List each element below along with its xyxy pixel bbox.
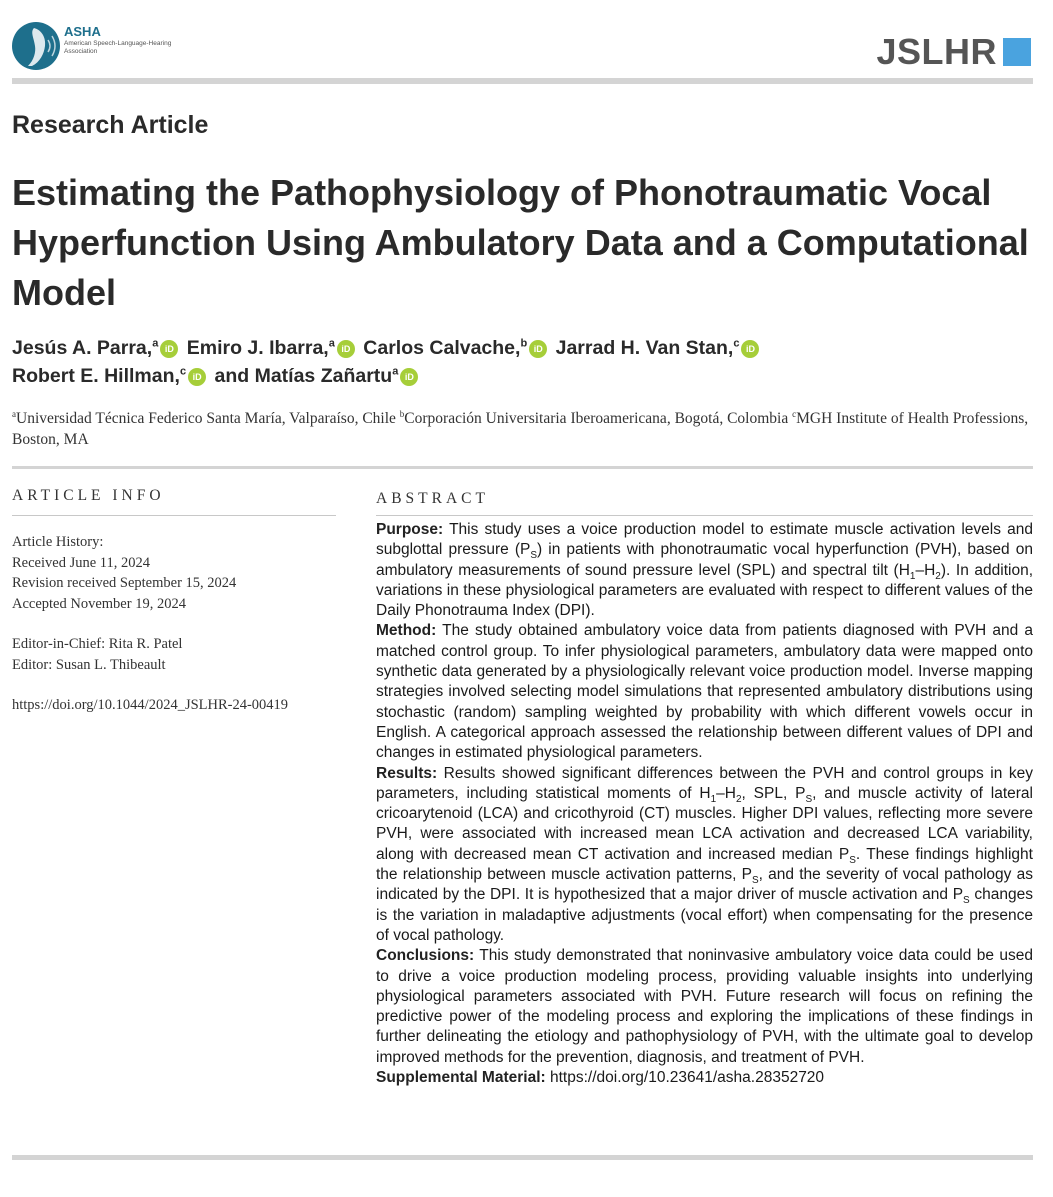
publisher-name: ASHA: [64, 24, 101, 39]
purpose-text: –H: [915, 561, 936, 579]
author-list: [12, 331, 1042, 388]
journal-square-icon: [1003, 38, 1031, 66]
abstract-method: [376, 621, 1033, 763]
purpose-text: ) in patients with phonotraumatic vocal hyperfunction (PVH), based on ambulatory measurements of sound pressure level (SPL) and spectral tilt (H: [376, 541, 1033, 579]
editors: [12, 634, 336, 675]
results-text: , and the severity of vocal pathology as indicated by the DPI. It is hypothesized that a major driver of muscle activation and P: [376, 866, 1033, 904]
author-name: Emiro J. Ibarra,: [186, 336, 329, 359]
affiliation-sup: b: [399, 409, 405, 419]
affiliation-text: Corporación Universitaria Iberoamericana, Bogotá, Colombia: [404, 410, 789, 428]
affiliation-marker: a: [152, 337, 159, 349]
article-info: [12, 486, 336, 716]
article-info-heading: ARTICLE INFO: [12, 487, 165, 504]
received-date: Received June 11, 2024: [12, 554, 150, 571]
history-label: Article History:: [12, 534, 104, 550]
affiliation-sup: a: [12, 409, 16, 419]
author[interactable]: [215, 365, 422, 387]
purpose-text: This study uses a voice production model to estimate muscle activation levels and subglottal pressure (P: [376, 521, 1033, 559]
abstract-heading: ABSTRACT: [376, 490, 489, 507]
article-title: Estimating the Pathophysiology of Phonotraumatic Vocal Hyperfunction Using Ambulatory Data and a Computational Model: [12, 172, 1029, 313]
journal-logo[interactable]: [876, 31, 1031, 72]
article-info-divider: [12, 515, 336, 516]
affiliation-marker: b: [520, 337, 528, 349]
doi-link[interactable]: https://doi.org/10.1044/2024_JSLHR-24-00419: [12, 697, 289, 713]
method-text: The study obtained ambulatory voice data from patients diagnosed with PVH and a matched control group. To infer physiological parameters, ambulatory data were mapped onto synthetic data generated by a physiologically relevant voice production model. Inverse mapping strategies involved selecting model simulations that represented ambulatory distributions using stochastic (random) sampling weighted by probability with which different vowels occur in English. A categorical approach assessed the relationship between different values of DPI and changes in estimated physiological parameters.: [376, 622, 1033, 762]
results-text: . These findings highlight the relationship between muscle activation patterns, P: [376, 845, 1033, 884]
abstract-supplemental: [376, 1068, 1033, 1088]
affiliation-marker: a: [328, 337, 335, 349]
publisher-subtitle: American Speech-Language-Hearing Association: [64, 40, 172, 55]
affiliation-text: MGH Institute of Health Professions, Boston, MA: [12, 410, 1029, 449]
subscript: S: [751, 875, 759, 887]
author-name: Jarrad H. Van Stan,: [555, 336, 734, 359]
results-text: changes is the variation in maladaptive adjustments (vocal effort) when compensating for the presence of vocal pathology.: [376, 886, 1033, 944]
orcid-icon[interactable]: iD: [529, 340, 547, 358]
conclusions-text: This study demonstrated that noninvasive ambulatory voice data could be used to drive a voice production modeling process, providing valuable insights into underlying physiological parameters associated with PVH. Future research will focus on refining the predictive power of the modeling process and exploring the implications of these findings in further delineating the etiology and pathophysiology of PVH, with the ultimate goal to develop improved methods for the prevention, diagnosis, and treatment of PVH.: [376, 947, 1033, 1066]
purpose-label: Purpose:: [376, 521, 444, 538]
supplemental-link[interactable]: https://doi.org/10.23641/asha.28352720: [545, 1069, 825, 1087]
author[interactable]: [12, 337, 181, 359]
method-label: Method:: [376, 622, 437, 640]
affiliation-sup: c: [792, 409, 797, 419]
orcid-icon[interactable]: iD: [160, 340, 178, 358]
affiliation-marker: a: [392, 365, 399, 378]
affiliation-marker: c: [179, 365, 187, 378]
subscript: 2: [735, 793, 742, 805]
author-name: and Matías Zañartu: [214, 365, 393, 387]
publisher-logo[interactable]: [64, 25, 174, 56]
revised-date: Revision received September 15, 2024: [12, 575, 237, 591]
results-text: , and muscle activity of lateral cricoarytenoid (LCA) and cricothyroid (CT) muscles. Higher DPI values, reflecting more severe PVH, were associated with increased mean LCA activation and decreased LCA variability, along with decreased mean CT activation and increased median P: [376, 784, 1033, 863]
section-divider: [12, 466, 1033, 469]
orcid-icon[interactable]: iD: [741, 340, 759, 358]
author[interactable]: [556, 337, 763, 359]
journal-name: JSLHR: [876, 31, 997, 72]
abstract-divider: [376, 515, 1033, 516]
subscript: S: [849, 854, 856, 866]
subscript: 1: [909, 570, 916, 582]
supplemental-label: Supplemental Material:: [376, 1069, 546, 1087]
affiliation-text: Universidad Técnica Federico Santa María, Valparaíso, Chile: [16, 410, 396, 428]
author[interactable]: [363, 337, 550, 359]
results-text: –H: [716, 784, 736, 802]
author[interactable]: [187, 337, 358, 359]
abstract-conclusions: [376, 946, 1033, 1068]
subscript: S: [963, 895, 970, 907]
author-name: Carlos Calvache,: [363, 336, 521, 359]
orcid-icon[interactable]: iD: [337, 340, 355, 358]
abstract-results: [376, 764, 1033, 947]
editor: Editor: Susan L. Thibeault: [12, 656, 166, 673]
results-label: Results:: [376, 764, 438, 782]
author-name: Robert E. Hillman,: [12, 365, 180, 387]
abstract-body: [376, 520, 1033, 1088]
conclusions-label: Conclusions:: [376, 947, 475, 965]
editor-in-chief: Editor-in-Chief: Rita R. Patel: [12, 636, 183, 652]
orcid-icon[interactable]: iD: [400, 368, 418, 386]
results-text: Results showed significant differences between the PVH and control groups in key parameters, including statistical moments of H: [376, 764, 1033, 802]
results-text: , SPL, P: [741, 784, 806, 802]
header-divider: [12, 78, 1033, 84]
affiliation-marker: c: [733, 337, 740, 349]
footer-divider: [12, 1155, 1033, 1160]
article-history: [12, 532, 336, 614]
subscript: S: [530, 550, 538, 562]
subscript: 2: [935, 570, 941, 582]
subscript: S: [805, 793, 813, 805]
accepted-date: Accepted November 19, 2024: [12, 595, 186, 612]
page-header: [0, 0, 1053, 80]
asha-logo-icon: [12, 22, 60, 70]
article-type: Research Article: [12, 111, 209, 139]
affiliations: [12, 404, 1042, 450]
abstract-purpose: [376, 520, 1033, 621]
subscript: 1: [710, 793, 717, 805]
orcid-icon[interactable]: iD: [188, 368, 206, 386]
author[interactable]: [12, 365, 209, 387]
purpose-text: ). In addition, variations in these physiological parameters are evaluated with respect to different values of the Daily Phonotrauma Index (DPI).: [376, 561, 1034, 620]
abstract: [376, 489, 1033, 1088]
author-name: Jesús A. Parra,: [12, 336, 153, 359]
